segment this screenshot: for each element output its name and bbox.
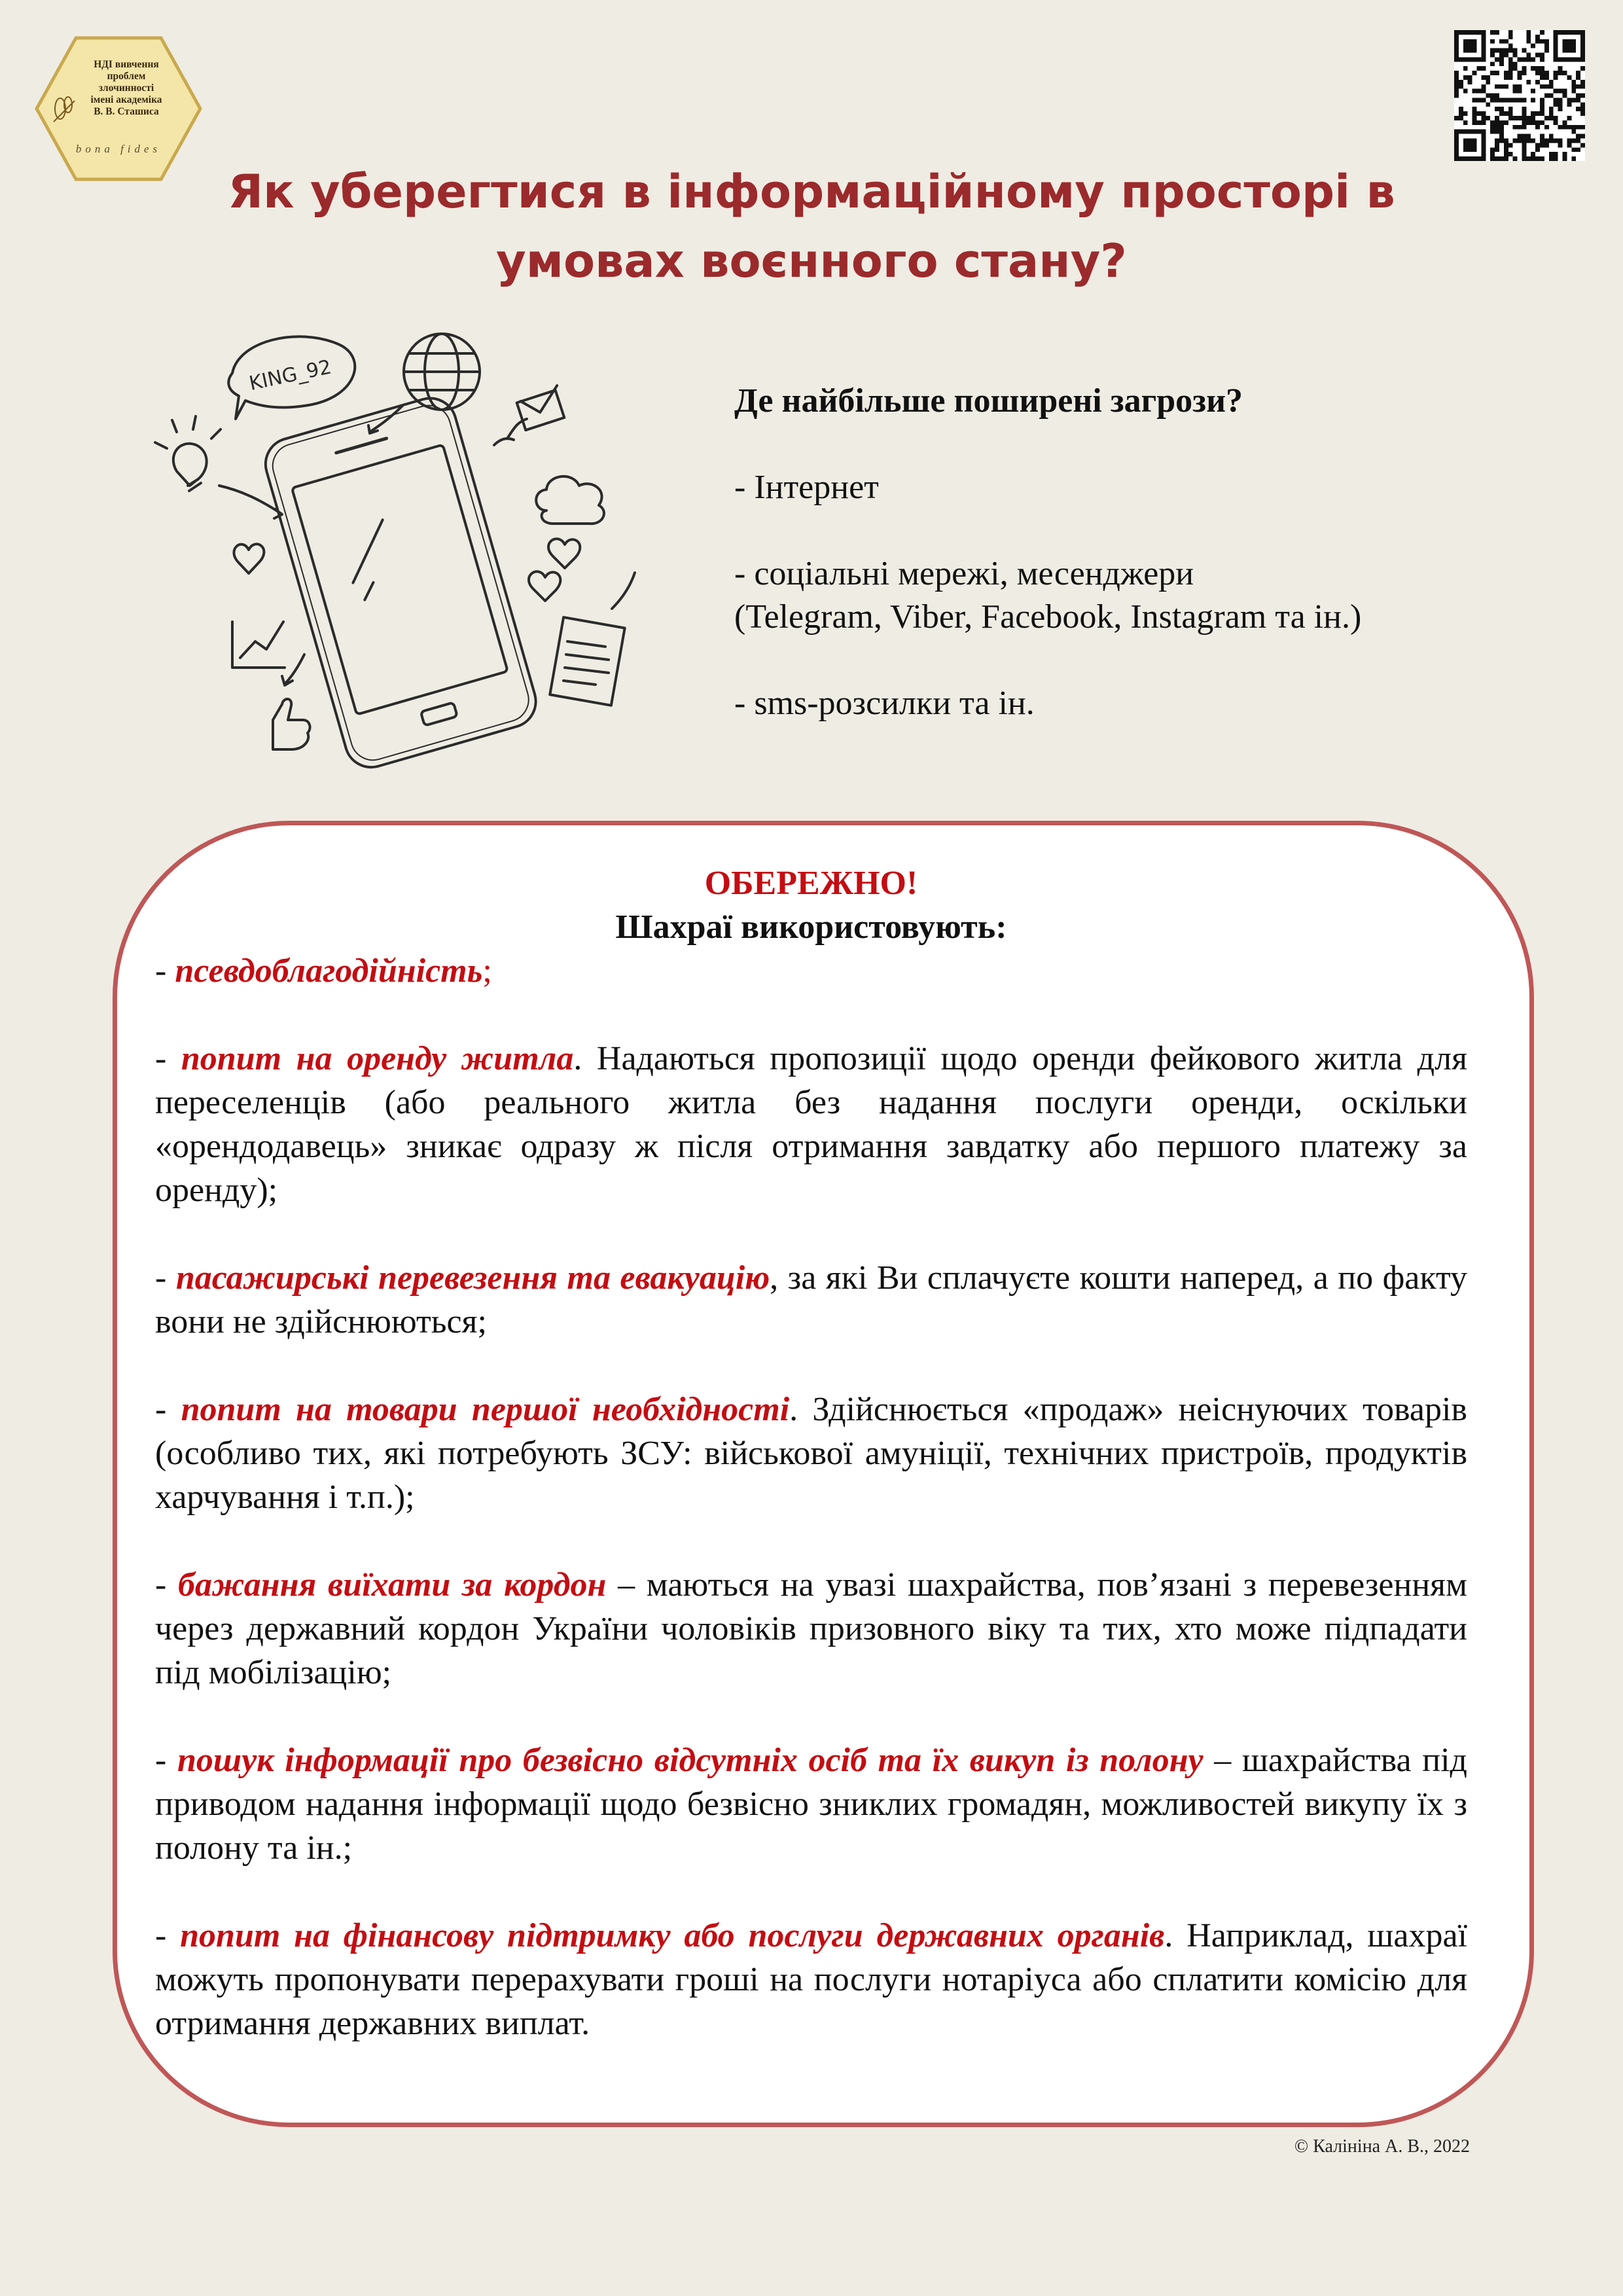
fraud-item bbox=[155, 1914, 1467, 2045]
fraud-item-text: . Наприклад, шахраї можуть пропонувати перерахувати гроші на послуги нотаріуса або сплатити комісію для отримання державних виплат. bbox=[155, 1917, 1467, 2042]
fraud-item-highlight: попит на фінансову підтримку або послуги державних органів bbox=[180, 1917, 1165, 1954]
fraud-item-prefix: - bbox=[155, 952, 175, 990]
fraud-item bbox=[155, 1563, 1467, 1695]
fraud-item-text: . Здійснюється «продаж» неіснуючих товарів (особливо тих, які потребують ЗСУ: військової амуніції, технічних пристроїв, продуктів харчування і т.п.); bbox=[155, 1391, 1467, 1516]
fraud-item-prefix: - bbox=[155, 1742, 177, 1779]
fraud-item-prefix: - bbox=[155, 1040, 181, 1077]
fraud-item-prefix: - bbox=[155, 1566, 179, 1604]
fraud-item bbox=[155, 1037, 1467, 1212]
fraud-item-prefix: - bbox=[155, 1917, 181, 1954]
logo-line: злочинності bbox=[98, 82, 154, 94]
fraud-item-text: – маються на увазі шахрайства, пов’язані з перевезенням через державний кордон України чоловіків призовного віку та тих, хто може підпадати під мобілізацію; bbox=[155, 1566, 1467, 1691]
threats-section bbox=[734, 380, 1572, 725]
fraud-item-highlight: попит на товари першої необхідності bbox=[181, 1391, 790, 1428]
copyright: © Калініна А. В., 2022 bbox=[1294, 2136, 1470, 2157]
logo-line: проблем bbox=[107, 71, 146, 82]
fraud-item-text: ; bbox=[482, 952, 492, 990]
threats-title: Де найбільше поширені загрози? bbox=[734, 382, 1243, 420]
fraud-item-highlight: бажання виїхати за кордон bbox=[178, 1566, 607, 1604]
fraud-item-text: , за які Ви сплачуєте кошти наперед, а по факту вони не здійснюються; bbox=[155, 1259, 1467, 1340]
threat-item: - sms-розсилки та ін. bbox=[734, 685, 1035, 722]
logo-motto: bona fides bbox=[75, 143, 162, 155]
smartphone-doodle-icon bbox=[128, 314, 690, 785]
warning-subheading: Шахраї використовують: bbox=[615, 908, 1007, 946]
fraud-item bbox=[155, 1388, 1467, 1519]
warning-content bbox=[155, 861, 1467, 2045]
logo-line: В. В. Сташиса bbox=[94, 106, 159, 117]
fraud-item bbox=[155, 1256, 1467, 1344]
fraud-item bbox=[155, 1738, 1467, 1870]
fraud-item bbox=[155, 949, 1467, 993]
bubble-text: KING_92 bbox=[247, 355, 334, 396]
threat-item bbox=[734, 552, 1572, 639]
fraud-item-text: – шахрайства під приводом надання інформації щодо безвісно зниклих громадян, можливостей викупу їх з полону та ін.; bbox=[155, 1742, 1468, 1867]
threat-item-line: (Telegram, Viber, Facebook, Instagram та ін.) bbox=[734, 598, 1362, 636]
fraud-item-highlight: псевдоблагодійність bbox=[175, 952, 483, 990]
fraud-item-prefix: - bbox=[155, 1259, 176, 1297]
fraud-item-highlight: пасажирські перевезення та евакуацію bbox=[175, 1259, 770, 1297]
logo-line: НДІ вивчення bbox=[94, 59, 159, 70]
threat-item: - Інтернет bbox=[734, 469, 879, 506]
logo-text bbox=[77, 59, 175, 118]
qr-code-icon bbox=[1454, 30, 1585, 161]
fraud-item-highlight: пошук інформації про безвісно відсутніх осіб та їх викуп із полону bbox=[177, 1742, 1204, 1779]
fraud-item-text: . Надаються пропозиції щодо оренди фейкового житла для переселенців (або реального житла без надання послуги оренди, оскільки «орендодавець» зникає одразу ж після отримання завдатку або першого платежу за оренду); bbox=[155, 1040, 1467, 1209]
page-title: Як уберегтися в інформаційному просторі в умовах воєнного стану? bbox=[228, 165, 1395, 288]
warning-heading: ОБЕРЕЖНО! bbox=[704, 865, 918, 902]
threat-item-line: - соціальні мережі, месенджери bbox=[734, 555, 1194, 592]
logo-line: імені академіка bbox=[90, 94, 162, 105]
fraud-item-prefix: - bbox=[155, 1391, 181, 1428]
fraud-item-highlight: попит на оренду житла bbox=[181, 1040, 574, 1077]
